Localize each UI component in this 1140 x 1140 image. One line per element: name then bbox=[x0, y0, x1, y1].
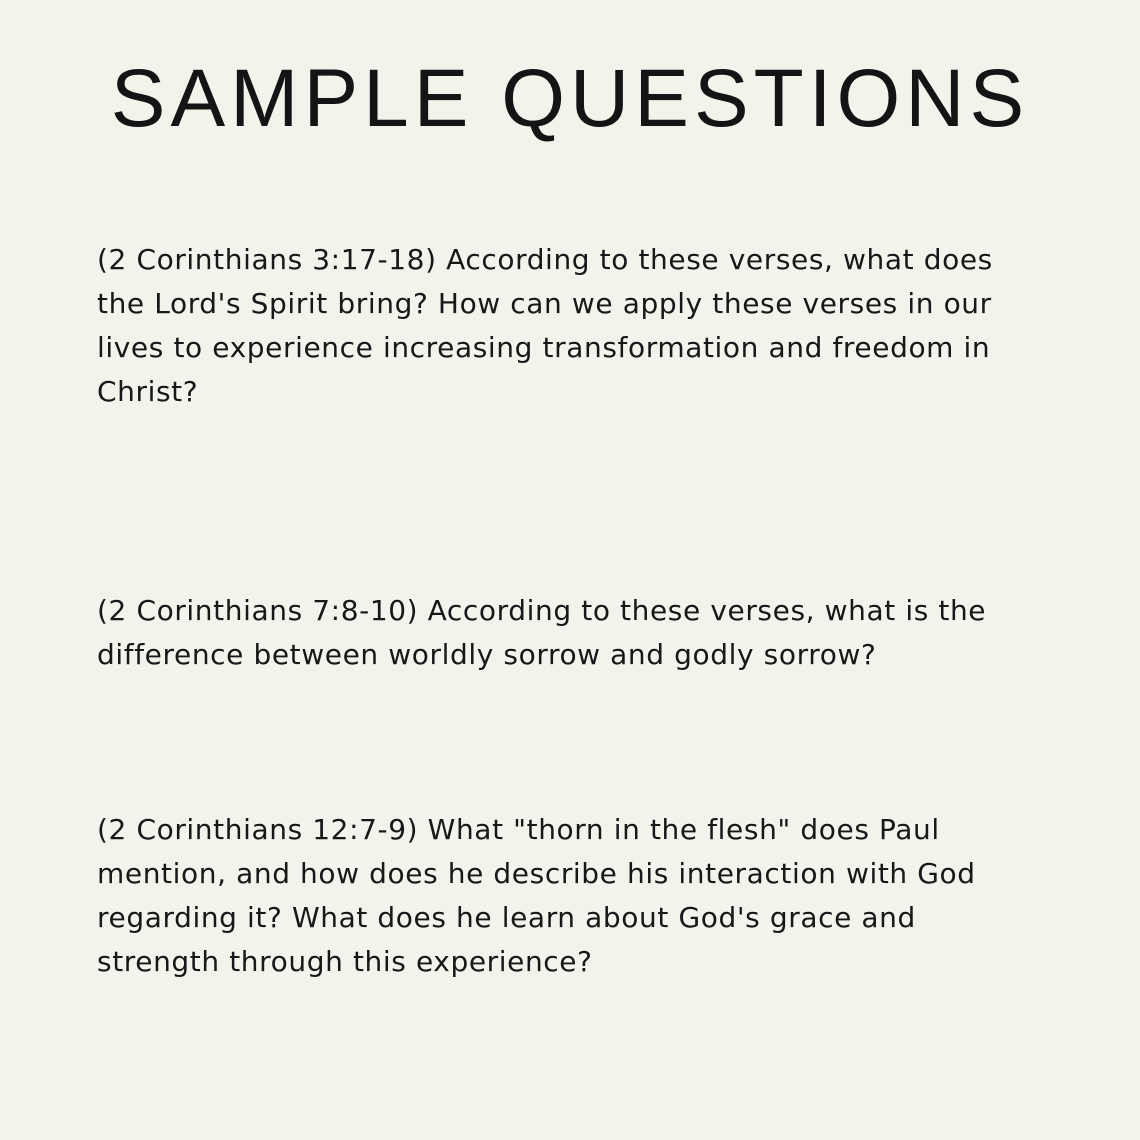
page-title: SAMPLE QUESTIONS bbox=[110, 53, 1030, 144]
question-3: (2 Corinthians 12:7-9) What "thorn in the flesh" does Paul mention, and how does he describe his interaction with God regarding it? What does he learn about God's grace and strength through this experience? bbox=[97, 813, 976, 978]
question-2: (2 Corinthians 7:8-10) According to these verses, what is the difference between worldly sorrow and godly sorrow? bbox=[97, 594, 987, 671]
question-1: (2 Corinthians 3:17-18) According to these verses, what does the Lord's Spirit bring? How can we apply these verses in our lives to experience increasing transformation and freedom in Christ? bbox=[97, 243, 993, 408]
